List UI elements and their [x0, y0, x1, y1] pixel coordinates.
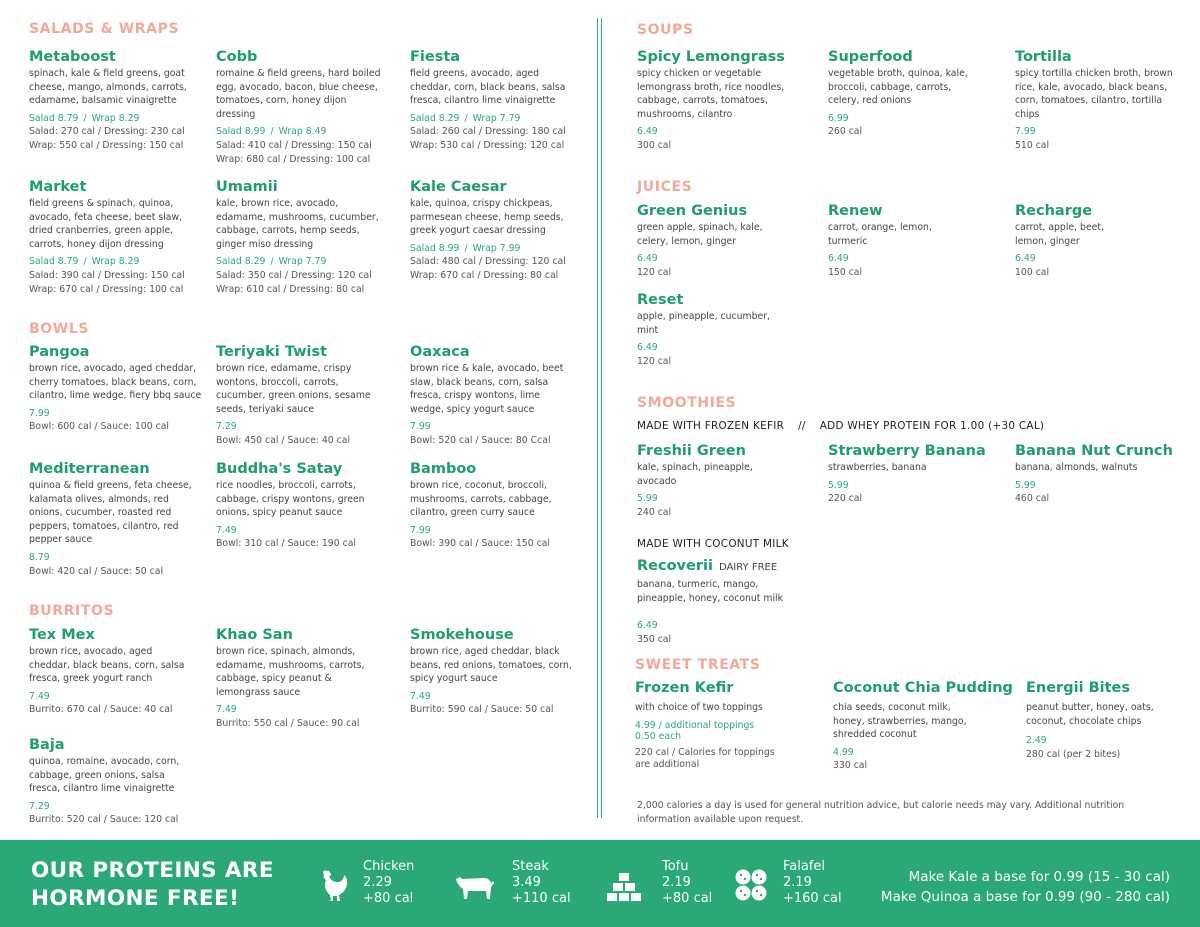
- item-price-extra: 0.50 each: [635, 730, 682, 742]
- menu-item-tortilla: [1015, 48, 1180, 153]
- item-description: apple, pineapple, cucumber, mint: [637, 311, 770, 336]
- item-description: brown rice, avocado, aged cheddar, cherry tomatoes, black beans, corn, cilantro, lime wedge, fiery bbq sauce: [29, 363, 202, 402]
- item-calories: Salad: 260 cal / Dressing: 180 cal: [410, 126, 566, 138]
- item-calories-note: are additional: [635, 758, 700, 770]
- item-calories: Wrap: 670 cal / Dressing: 100 cal: [29, 283, 184, 295]
- item-description: brown rice, aged cheddar, black beans, red onions, tomatoes, corn, spicy yogurt sauce: [410, 646, 572, 685]
- item-calories: Bowl: 420 cal / Sauce: 50 cal: [29, 565, 164, 577]
- item-name: Recharge: [1015, 203, 1093, 219]
- item-description: kale, brown rice, avocado, edamame, mushrooms, cucumber, cabbage, carrots, hemp seeds, ginger miso dressing: [216, 198, 379, 250]
- item-name: Teriyaki Twist: [216, 344, 328, 360]
- item-name: Metaboost: [29, 49, 116, 65]
- item-price: 7.99: [410, 524, 431, 536]
- coconut-note: MADE WITH COCONUT MILK: [637, 538, 789, 550]
- item-name: Recoverii DAIRY FREE: [637, 558, 778, 574]
- item-calories: 280 cal (per 2 bites): [1026, 748, 1121, 760]
- item-name: Coconut Chia Pudding: [833, 680, 1013, 696]
- base-options: [881, 867, 1170, 907]
- item-name: Umamii: [216, 179, 278, 195]
- item-price: 6.49: [828, 253, 849, 265]
- item-price: 7.49: [216, 524, 237, 536]
- item-calories: Wrap: 550 cal / Dressing: 150 cal: [29, 139, 184, 151]
- item-name: Reset: [637, 292, 684, 308]
- item-description: spicy chicken or vegetable lemongrass broth, rice noodles, cabbage, carrots, tomatoes, mushrooms, cilantro: [637, 68, 785, 120]
- item-calories: Salad: 390 cal / Dressing: 150 cal: [29, 269, 185, 281]
- item-name: Strawberry Banana: [828, 443, 986, 459]
- item-price: 5.99: [828, 479, 849, 491]
- item-calories: 100 cal: [1015, 266, 1050, 278]
- item-calories: Salad: 410 cal / Dressing: 150 cal: [216, 139, 372, 151]
- menu-item-reset: [637, 291, 787, 368]
- protein-chicken: Chicken 2.29 +80 cal: [363, 859, 415, 906]
- item-price: 4.99: [833, 746, 854, 758]
- item-calories: Bowl: 310 cal / Sauce: 190 cal: [216, 538, 356, 550]
- item-price: 4.99 / additional toppings: [635, 719, 755, 731]
- item-price: 5.99: [637, 493, 658, 505]
- item-name: Oaxaca: [410, 344, 470, 360]
- item-calories: 150 cal: [828, 266, 863, 278]
- item-price: 5.99: [1015, 479, 1036, 491]
- item-calories: Bowl: 600 cal / Sauce: 100 cal: [29, 421, 169, 433]
- item-description: kale, spinach, pineapple, avocado: [637, 462, 753, 487]
- item-calories: 240 cal: [637, 506, 672, 518]
- item-calories: Wrap: 670 cal / Dressing: 80 cal: [410, 269, 559, 281]
- menu-item-superfood: [828, 48, 968, 139]
- item-description: quinoa & field greens, feta cheese, kalamata olives, almonds, red onions, cucumber, roasted red peppers, tomatoes, cilantro, red pepper sauce: [29, 480, 192, 546]
- item-price: Salad 8.79 / Wrap 8.29: [29, 112, 140, 124]
- item-price: 6.49: [637, 342, 658, 354]
- item-description: with choice of two toppings: [635, 702, 763, 713]
- menu-item-freshii-green: [637, 442, 787, 519]
- item-price: 7.99: [29, 407, 50, 419]
- item-name: Spicy Lemongrass: [637, 49, 785, 65]
- menu-item-khao-san: [216, 626, 374, 731]
- item-price: Salad 8.29 / Wrap 7.79: [410, 112, 521, 124]
- menu-item-mediterranean: [29, 460, 199, 578]
- item-calories: Bowl: 450 cal / Sauce: 40 cal: [216, 434, 351, 446]
- item-description: spinach, kale & field greens, goat cheese, mango, almonds, carrots, edamame, balsamic vinaigrette: [29, 68, 187, 107]
- item-price: 7.29: [29, 800, 50, 812]
- item-calories: 120 cal: [637, 355, 672, 367]
- section-title-salads-wraps: SALADS & WRAPS: [29, 21, 180, 37]
- item-description: strawberries, banana: [828, 462, 927, 473]
- menu-item-renew: [828, 202, 948, 279]
- section-title-burritos: BURRITOS: [29, 603, 115, 619]
- menu-item-banana-nut-crunch: [1015, 442, 1180, 506]
- menu-item-smokehouse: [410, 626, 575, 717]
- item-name: Bamboo: [410, 461, 477, 477]
- column-divider: [597, 18, 602, 818]
- item-description: quinoa, romaine, avocado, corn, cabbage, green onions, salsa fresca, cilantro lime vinaigrette: [29, 756, 180, 795]
- item-name: Market: [29, 179, 87, 195]
- item-description: kale, quinoa, crispy chickpeas, parmesean cheese, hemp seeds, greek yogurt caesar dressing: [410, 198, 564, 237]
- item-description: brown rice, avocado, aged cheddar, black beans, corn, salsa fresca, greek yogurt ranch: [29, 646, 185, 685]
- item-name: Tex Mex: [29, 627, 95, 643]
- item-calories: Burrito: 590 cal / Sauce: 50 cal: [410, 704, 554, 716]
- item-description: brown rice & kale, avocado, beet slaw, black beans, corn, salsa fresca, crispy wontons, lime wedge, spicy yogurt sauce: [410, 363, 564, 415]
- item-name: Fiesta: [410, 49, 461, 65]
- item-name: Pangoa: [29, 344, 90, 360]
- section-title-bowls: BOWLS: [29, 321, 90, 337]
- item-price: 7.49: [29, 690, 50, 702]
- tofu-icon: [607, 872, 641, 902]
- item-calories: 220 cal: [828, 493, 863, 505]
- menu-item-oaxaca: [410, 343, 575, 448]
- falafel-icon: [734, 868, 768, 902]
- item-price: 6.49: [637, 620, 658, 632]
- menu-item-baja: [29, 736, 184, 827]
- item-name: Frozen Kefir: [635, 680, 734, 696]
- chicken-icon: [318, 867, 350, 903]
- item-calories: 460 cal: [1015, 493, 1050, 505]
- section-title-smoothies: SMOOTHIES: [637, 395, 737, 411]
- item-description: peanut butter, honey, oats, coconut, chocolate chips: [1026, 702, 1154, 727]
- section-title-soups: SOUPS: [637, 22, 694, 38]
- item-calories: Salad: 350 cal / Dressing: 120 cal: [216, 269, 372, 281]
- item-price: 6.49: [637, 253, 658, 265]
- item-price: 2.49: [1026, 735, 1047, 747]
- item-price: 7.99: [1015, 126, 1036, 138]
- menu-item-green-genius: [637, 202, 787, 279]
- item-name: Tortilla: [1015, 49, 1072, 65]
- item-calories: Salad: 270 cal / Dressing: 230 cal: [29, 126, 185, 138]
- menu-item-tex-mex: [29, 626, 187, 717]
- item-calories: 260 cal: [828, 126, 863, 138]
- menu-item-frozen-kefir: [635, 679, 785, 771]
- kale-base-option: Make Kale a base for 0.99 (15 - 30 cal): [908, 869, 1170, 885]
- menu-item-pangoa: [29, 343, 209, 434]
- item-description: rice noodles, broccoli, carrots, cabbage, crispy wontons, green onions, spicy peanut sauce: [216, 480, 365, 519]
- item-price: Salad 8.99 / Wrap 8.49: [216, 126, 327, 138]
- kefir-note: MADE WITH FROZEN KEFIR // ADD WHEY PROTEIN FOR 1.00 (+30 CAL): [637, 420, 1045, 432]
- item-calories: Wrap: 680 cal / Dressing: 100 cal: [216, 153, 371, 165]
- item-description: spicy tortilla chicken broth, brown rice, kale, avocado, black beans, corn, tomatoes, cilantro, tortilla chips: [1015, 68, 1173, 120]
- item-description: banana, turmeric, mango, pineapple, honey, coconut milk: [637, 579, 784, 604]
- item-price: 6.99: [828, 112, 849, 124]
- menu-item-strawberry-banana: [828, 442, 988, 506]
- item-price: 7.49: [410, 690, 431, 702]
- item-price: 6.49: [637, 126, 658, 138]
- item-description: carrot, orange, lemon, turmeric: [828, 222, 932, 247]
- item-name: Energii Bites: [1026, 680, 1130, 696]
- item-price: 7.99: [410, 421, 431, 433]
- item-name: Smokehouse: [410, 627, 514, 643]
- item-calories: Burrito: 550 cal / Sauce: 90 cal: [216, 717, 360, 729]
- item-calories: Salad: 480 cal / Dressing: 120 cal: [410, 256, 566, 268]
- item-calories: 120 cal: [637, 266, 672, 278]
- item-calories: Burrito: 670 cal / Sauce: 40 cal: [29, 704, 173, 716]
- item-calories: 220 cal / Calories for toppings: [635, 746, 775, 758]
- menu-item-market: [29, 178, 194, 296]
- menu-item-coconut-chia-pudding: [833, 679, 1013, 773]
- menu-item-metaboost: [29, 48, 194, 153]
- item-description: carrot, apple, beet, lemon, ginger: [1015, 222, 1104, 247]
- banner-headline: OUR PROTEINS ARE HORMONE FREE!: [31, 858, 274, 911]
- item-calories: Wrap: 530 cal / Dressing: 120 cal: [410, 139, 565, 151]
- section-title-juices: JUICES: [637, 179, 693, 195]
- quinoa-base-option: Make Quinoa a base for 0.99 (90 - 280 cal): [880, 889, 1170, 905]
- menu-item-bamboo: [410, 460, 570, 551]
- menu-item-energii-bites: [1026, 679, 1176, 761]
- item-name: Renew: [828, 203, 883, 219]
- menu-item-kale-caesar: [410, 178, 578, 283]
- item-name: Superfood: [828, 49, 913, 65]
- menu-item-recharge: [1015, 202, 1125, 279]
- item-description: vegetable broth, quinoa, kale, broccoli, cabbage, carrots, celery, red onions: [828, 68, 968, 107]
- menu-item-spicy-lemongrass: [637, 48, 797, 153]
- item-name: Kale Caesar: [410, 179, 507, 195]
- menu-item-fiesta: [410, 48, 578, 153]
- item-price: 7.29: [216, 421, 237, 433]
- menu-item-recoverii: [637, 557, 797, 646]
- menu-item-buddhas-satay: [216, 460, 376, 551]
- dairy-free-label: DAIRY FREE: [718, 562, 778, 573]
- item-price: 8.79: [29, 551, 50, 563]
- item-price: Salad 8.29 / Wrap 7.79: [216, 256, 327, 268]
- cow-icon: [454, 873, 496, 901]
- nutrition-footnote: 2,000 calories a day is used for general nutrition advice, but calorie needs may vary. Additional nutrition information available upon request.: [637, 800, 1125, 825]
- item-description: green apple, spinach, kale, celery, lemon, ginger: [637, 222, 763, 247]
- item-calories: Bowl: 520 cal / Sauce: 80 Ccal: [410, 434, 551, 446]
- item-name: Banana Nut Crunch: [1015, 443, 1173, 459]
- item-calories: 330 cal: [833, 760, 868, 772]
- item-name: Cobb: [216, 49, 258, 65]
- item-description: field greens, avocado, aged cheddar, corn, black beans, salsa fresca, cilantro lime vinaigrette: [410, 68, 566, 107]
- item-calories: Wrap: 610 cal / Dressing: 80 cal: [216, 283, 365, 295]
- item-price: Salad 8.79 / Wrap 8.29: [29, 256, 140, 268]
- item-price: 6.49: [1015, 253, 1036, 265]
- item-calories: 300 cal: [637, 139, 672, 151]
- menu-item-umamii: [216, 178, 388, 296]
- item-name: Baja: [29, 737, 65, 753]
- item-price: 7.49: [216, 704, 237, 716]
- item-name: Buddha's Satay: [216, 461, 343, 477]
- item-calories: Burrito: 520 cal / Sauce: 120 cal: [29, 814, 179, 826]
- item-name: Khao San: [216, 627, 293, 643]
- item-description: banana, almonds, walnuts: [1015, 462, 1138, 473]
- item-name: Green Genius: [637, 203, 748, 219]
- protein-steak: Steak 3.49 +110 cal: [512, 859, 571, 906]
- protein-falafel: Falafel 2.19 +160 cal: [783, 859, 842, 906]
- item-calories: 510 cal: [1015, 139, 1050, 151]
- item-description: brown rice, coconut, broccoli, mushrooms, carrots, cabbage, cilantro, green curry sauce: [410, 480, 552, 519]
- item-description: brown rice, spinach, almonds, edamame, mushrooms, carrots, cabbage, spicy peanut & lemongrass sauce: [216, 646, 365, 698]
- protein-tofu: Tofu 2.19 +80 cal: [662, 859, 713, 906]
- item-price: Salad 8.99 / Wrap 7.99: [410, 242, 521, 254]
- item-description: field greens & spinach, quinoa, avocado, feta cheese, beet slaw, dried cranberries, green apple, carrots, honey dijon dressing: [29, 198, 183, 250]
- item-description: chia seeds, coconut milk, honey, strawberries, mango, shredded coconut: [833, 702, 967, 741]
- item-description: brown rice, edamame, crispy wontons, broccoli, carrots, cucumber, green onions, sesame seeds, teriyaki sauce: [216, 363, 371, 415]
- item-name: Freshii Green: [637, 443, 746, 459]
- item-description: romaine & field greens, hard boiled egg, avocado, bacon, blue cheese, tomatoes, corn, honey dijon dressing: [216, 68, 381, 120]
- item-calories: 350 cal: [637, 633, 672, 645]
- item-name: Mediterranean: [29, 461, 150, 477]
- item-calories: Bowl: 390 cal / Sauce: 150 cal: [410, 538, 550, 550]
- proteins-banner: [0, 840, 1200, 927]
- section-title-sweet-treats: SWEET TREATS: [635, 657, 761, 673]
- menu-item-teriyaki-twist: [216, 343, 381, 448]
- menu-item-cobb: [216, 48, 388, 166]
